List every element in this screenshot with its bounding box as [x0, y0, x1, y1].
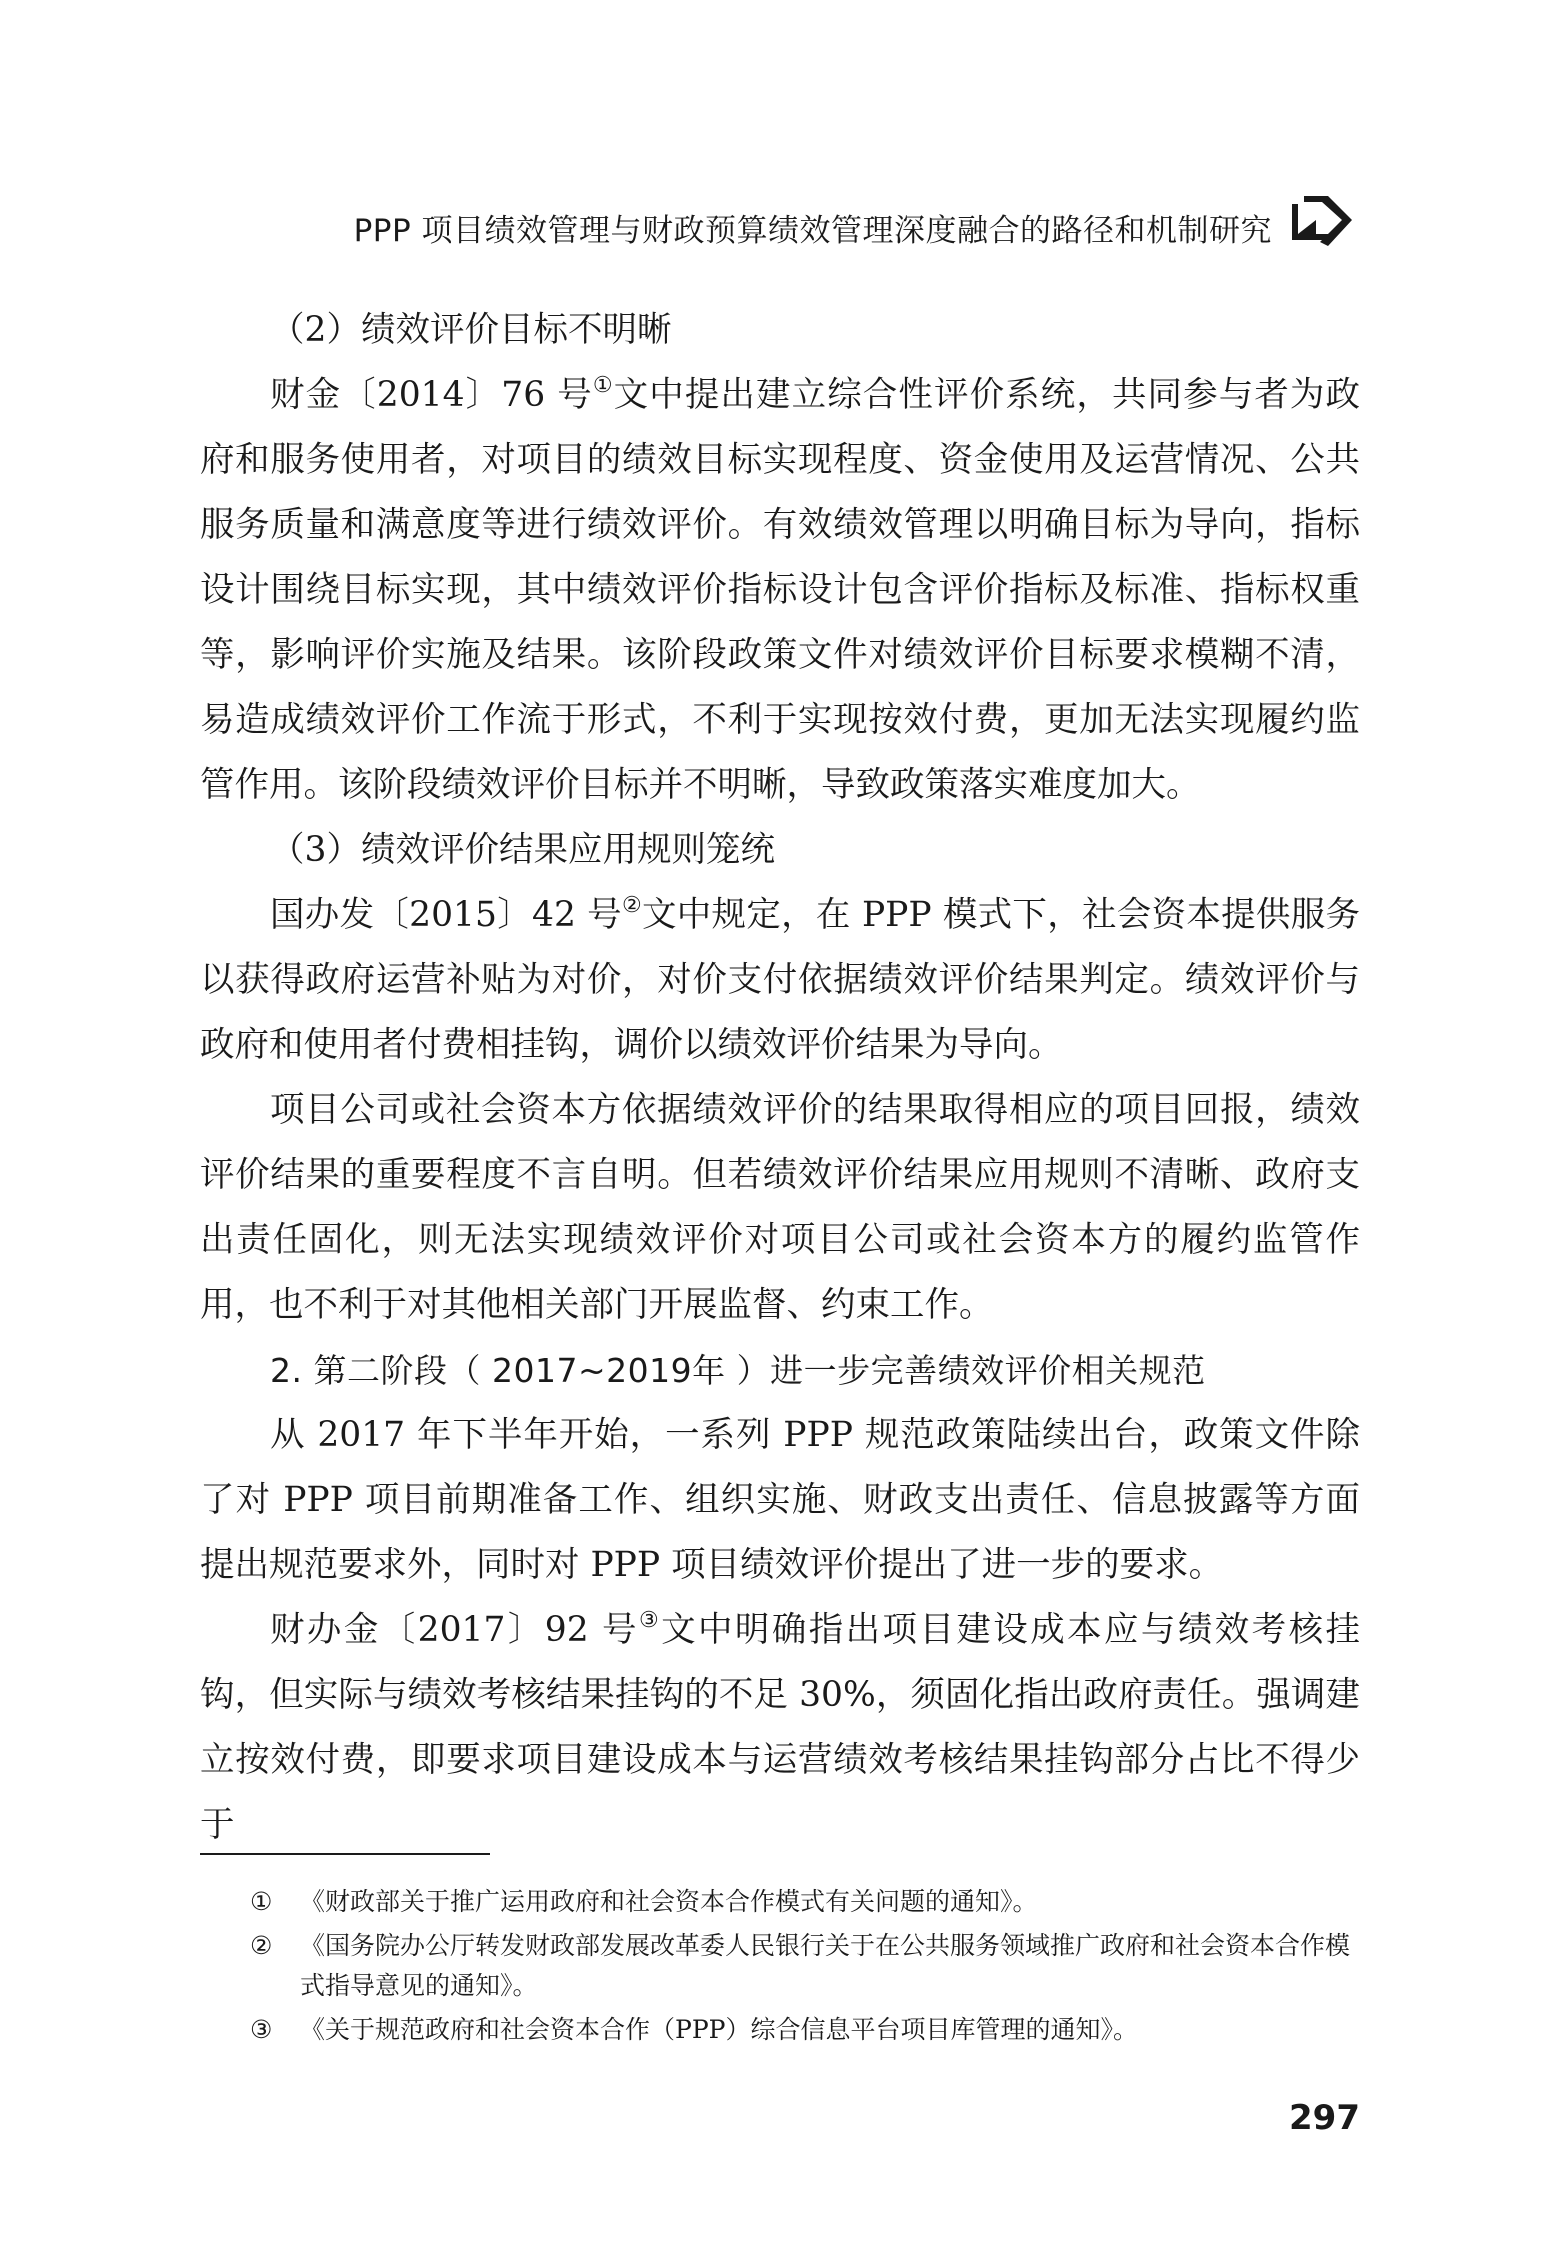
section-heading: 2. 第二阶段（ 2017~2019年 ）进一步完善绩效评价相关规范	[270, 1351, 1206, 1390]
subheading: （2）绩效评价目标不明晰	[270, 310, 672, 350]
paragraph: 项目公司或社会资本方依据绩效评价的结果取得相应的项目回报，绩效评价结果的重要程度不言自明。但若绩效评价结果应用规则不清晰、政府支出责任固化，则无法实现绩效评价对项目公司或社会资本方的履约监管作用，也不利于对其他相关部门开展监督、约束工作。	[200, 1090, 1360, 1325]
footnote-mark: ①	[250, 1887, 273, 1916]
footnote-mark: ③	[250, 2015, 273, 2044]
paragraph: 国办发〔2015〕42 号②文中规定，在 PPP 模式下，社会资本提供服务以获得政府运营补贴为对价，对价支付依据绩效评价结果判定。绩效评价与政府和使用者付费相挂钩，调价以绩效评价结果为导向。	[200, 893, 1360, 1065]
page-number: 297	[1289, 2098, 1360, 2138]
footnote-item	[250, 1926, 1360, 2006]
body-text	[200, 298, 1360, 1858]
running-header: PPP 项目绩效管理与财政预算绩效管理深度融合的路径和机制研究	[353, 213, 1272, 249]
footnote-item	[250, 1882, 1360, 1922]
footnote-ref[interactable]: ③	[638, 1608, 662, 1633]
footnote-mark: ②	[250, 1931, 273, 1960]
footnote-ref[interactable]: ①	[592, 373, 614, 398]
paragraph: 财金〔2014〕76 号①文中提出建立综合性评价系统，共同参与者为政府和服务使用者，对项目的绩效目标实现程度、资金使用及运营情况、公共服务质量和满意度等进行绩效评价。有效绩效管理以明确目标为导向，指标设计围绕目标实现，其中绩效评价指标设计包含评价指标及标准、指标权重等，影响评价实施及结果。该阶段政策文件对绩效评价目标要求模糊不清，易造成绩效评价工作流于形式，不利于实现按效付费，更加无法实现履约监管作用。该阶段绩效评价目标并不明晰，导致政策落实难度加大。	[200, 373, 1361, 805]
paragraph: 从 2017 年下半年开始，一系列 PPP 规范政策陆续出台，政策文件除了对 PPP 项目前期准备工作、组织实施、财政支出责任、信息披露等方面提出规范要求外，同时对 PPP 项目绩效评价提出了进一步的要求。	[200, 1415, 1360, 1585]
subheading: （3）绩效评价结果应用规则笼统	[270, 830, 775, 870]
footnotes	[250, 1882, 1360, 2054]
footnote-ref[interactable]: ②	[621, 893, 642, 918]
footnote-item	[250, 2010, 1360, 2050]
chapter-arrow-icon	[1290, 190, 1360, 250]
footnote-text: 《关于规范政府和社会资本合作（PPP）综合信息平台项目库管理的通知》。	[300, 2015, 1138, 2044]
paragraph: 财办金〔2017〕92 号③文中明确指出项目建设成本应与绩效考核挂钩，但实际与绩效考核结果挂钩的不足 30%，须固化指出政府责任。强调建立按效付费，即要求项目建设成本与运营绩效考核结果挂钩部分占比不得少于	[200, 1608, 1360, 1845]
footnote-text: 《财政部关于推广运用政府和社会资本合作模式有关问题的通知》。	[300, 1887, 1038, 1916]
footnote-text: 《国务院办公厅转发财政部发展改革委人民银行关于在公共服务领域推广政府和社会资本合作模式指导意见的通知》。	[300, 1931, 1351, 2000]
footnote-divider	[200, 1853, 490, 1855]
